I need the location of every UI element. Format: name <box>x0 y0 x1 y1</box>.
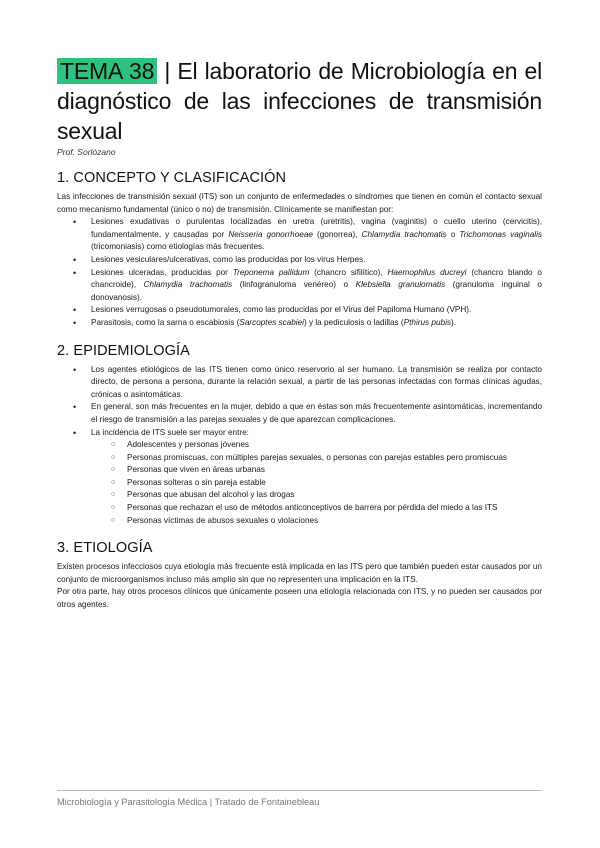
sub-list-item: ○ Personas promiscuas, con múltiples parejas sexuales, o personas con parejas estables pero promiscuas <box>107 452 542 465</box>
list-item: • Lesiones ulceradas, producidas por Treponema pallidum (chancro sifilítico), Haemophilus ducreyi (chancro blando o chancroide), Chlamydia trachomatis (linfogranuloma venéreo) o Klebsiella granulomatis (granuloma inguinal o donovanosis). <box>57 267 542 305</box>
title-text: | El laboratorio de Microbiología en el diagnóstico de las infecciones de transmisión sexual <box>57 58 542 144</box>
list-item: • La incidencia de ITS suele ser mayor entre: ○ Adolescentes y personas jóvenes ○ Personas promiscuas, con múltiples parejas sexuales, o personas con parejas estables pero promiscuas ○ Personas que viven en áreas urbanas ○ Personas solteras o sin pareja estable ○ Personas que abusan del alcohol y las drogas ○ Personas que rechazan el uso de métodos anticonceptivos de barrera por pérdida del miedo a las ITS ○ Personas víctimas de abusos sexuales o violaciones <box>57 427 542 528</box>
list-item: • Los agentes etiológicos de las ITS tienen como único reservorio al ser humano. La transmisión se realiza por contacto directo, de persona a persona, durante la relación sexual, a partir de las personas infectadas con formas clínicas agudas, crónicas o asintomáticas. <box>57 364 542 402</box>
section-heading-concepto: 1. CONCEPTO Y CLASIFICACIÓN <box>57 170 287 186</box>
sub-list-item: ○ Personas que abusan del alcohol y las drogas <box>107 489 542 502</box>
sub-list-item: ○ Personas que rechazan el uso de métodos anticonceptivos de barrera por pérdida del miedo a las ITS <box>107 502 542 515</box>
paragraph: Por otra parte, hay otros procesos clínicos que únicamente poseen una etiología relacionada con ITS, y no pueden ser causados por otros agentes. <box>57 587 542 610</box>
list-item: • Lesiones exudativas o purulentas localizadas en uretra (uretritis), vagina (vaginitis) o cuello uterino (cervicitis), fundamentalmente, y causadas por Neisseria gonorrhoeae (gonorrea), Chlamydia trachomatis o Trichomonas vaginalis (tricomoniasis) como etiologías más frecuentes. <box>57 216 542 254</box>
sub-list <box>107 439 542 527</box>
sub-list-item: ○ Personas que viven en áreas urbanas <box>107 464 542 477</box>
footer-divider <box>57 790 542 791</box>
page-title <box>57 56 542 146</box>
paragraph: Existen procesos infecciosos cuya etiología más frecuente está implicada en las ITS pero que también pueden estar causados por un conjunto de microorganismos incluso más amplio sin que no representen una implicación en la ITS. <box>57 562 542 584</box>
page-footer: Microbiología y Parasitología Médica | Tratado de Fontainebleau <box>57 797 320 807</box>
list-item: • Parasitosis, como la sarna o escabiosis (Sarcoptes scabiei) y la pediculosis o ladillas (Pthirus pubis). <box>57 317 542 330</box>
paragraph: Las infecciones de transmisión sexual (ITS) son un conjunto de enfermedades o síndromes que tienen en común el contacto sexual como mecanismo fundamental (único o no) de transmisión. Clínicamente se manifiestan por: <box>57 192 542 214</box>
section-heading-epidemiologia: 2. EPIDEMIOLOGÍA <box>57 342 190 359</box>
section-heading-etiologia: 3. ETIOLOGÍA <box>57 540 153 557</box>
document-page <box>57 56 542 612</box>
list-item: • En general, son más frecuentes en la mujer, debido a que en éstas son más frecuentemente asintomáticas, incrementando el riesgo de transmisión a las parejas sexuales y de que aparezcan complicaciones. <box>57 401 542 426</box>
tema-badge: TEMA 38 <box>57 58 157 84</box>
sub-list-item: ○ Personas solteras o sin pareja estable <box>107 477 542 490</box>
sub-list-item: ○ Personas víctimas de abusos sexuales o violaciones <box>107 515 542 528</box>
bullet-list <box>57 216 542 329</box>
sub-list-item: ○ Adolescentes y personas jóvenes <box>107 439 542 452</box>
bullet-list <box>57 364 542 528</box>
list-item: • Lesiones vesiculares/ulcerativas, como las producidas por los virus Herpes. <box>57 254 542 267</box>
professor-name: Prof. Sorlózano <box>57 147 116 157</box>
list-item: • Lesiones verrugosas o pseudotumorales, como las producidas por el Virus del Papiloma Humano (VPH). <box>57 304 542 317</box>
